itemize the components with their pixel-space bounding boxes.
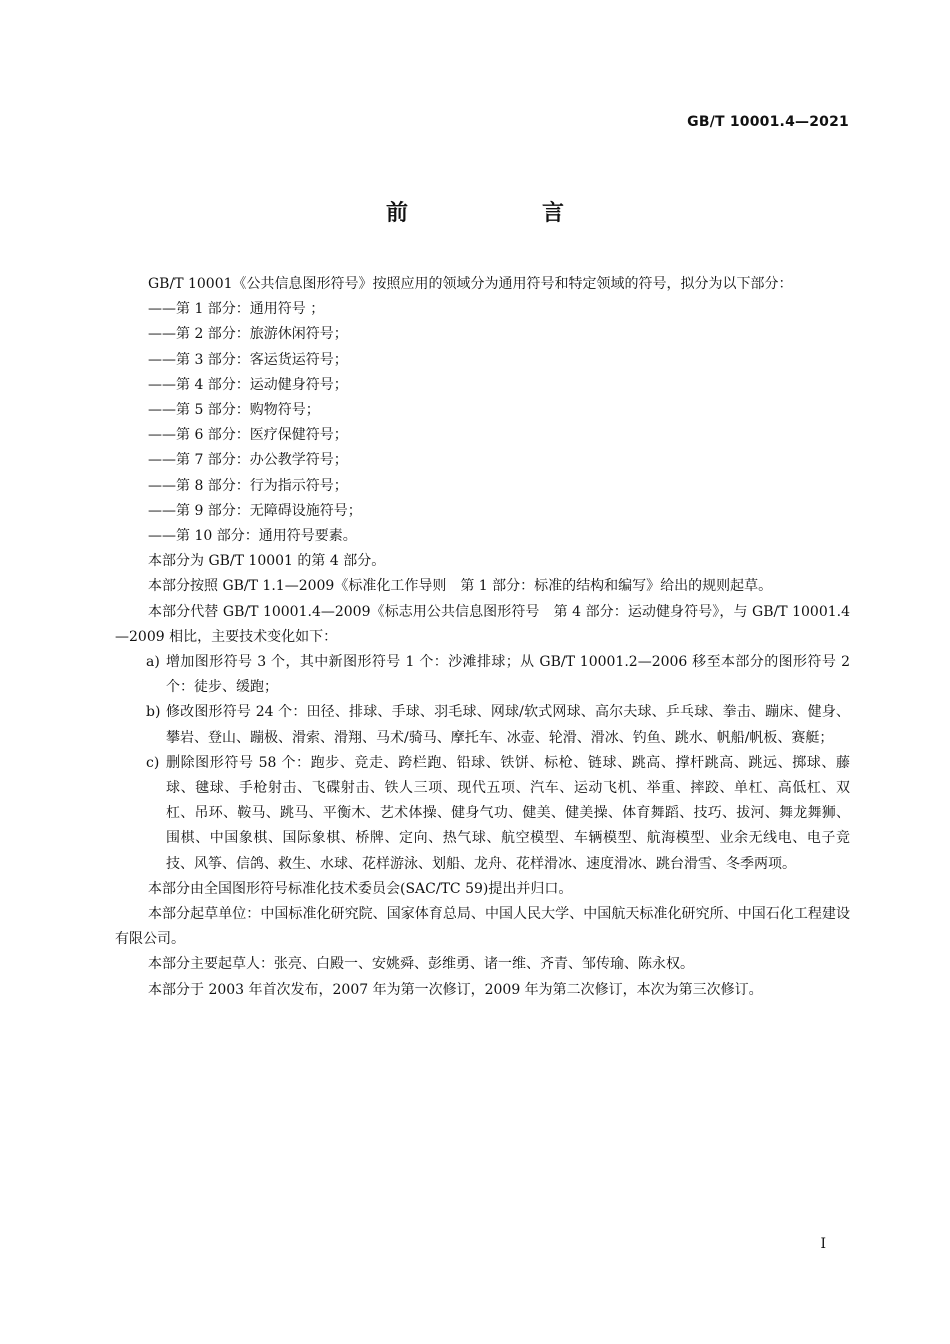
change-text: 修改图形符号 24 个：田径、排球、手球、羽毛球、网球/软式网球、高尔夫球、乒乓球、拳击、蹦床、健身、攀岩、登山、蹦极、滑索、滑翔、马术/骑马、摩托车、冰壶、轮滑、滑冰、钓鱼、跳水、帆船/帆板、赛艇； <box>166 704 850 746</box>
list-item: ——第 2 部分：旅游休闲符号； <box>148 326 348 343</box>
change-item <box>115 700 850 750</box>
page-number: Ⅰ <box>820 1236 826 1252</box>
change-text: 删除图形符号 58 个：跑步、竞走、跨栏跑、铅球、铁饼、标枪、链球、跳高、撑杆跳高、跳远、掷球、藤球、毽球、手枪射击、飞碟射击、铁人三项、现代五项、汽车、运动飞机、举重、摔跤、单杠、高低杠、双杠、吊环、鞍马、跳马、平衡木、艺术体操、健身气功、健美、健美操、体育舞蹈、技巧、拔河、舞龙舞狮、围棋、中国象棋、国际象棋、桥牌、定向、热气球、航空模型、车辆模型、航海模型、业余无线电、电子竞技、风筝、信鸽、救生、水球、花样游泳、划船、龙舟、花样滑冰、速度滑冰、跳台滑雪、冬季两项。 <box>166 754 850 872</box>
page-title: 前 言 <box>385 201 620 226</box>
replaces-paragraph: 本部分代替 GB/T 10001.4—2009《标志用公共信息图形符号 第 4 部分：运动健身符号》，与 GB/T 10001.4—2009 相比，主要技术变化如下： <box>115 603 850 645</box>
change-text: 增加图形符号 3 个，其中新图形符号 1 个：沙滩排球；从 GB/T 10001.2—2006 移至本部分的图形符号 2 个：徒步、缓跑； <box>166 654 850 696</box>
change-marker: b) <box>146 704 161 721</box>
list-item: ——第 7 部分：办公教学符号； <box>148 452 348 469</box>
list-item: ——第 8 部分：行为指示符号； <box>148 477 348 494</box>
proposed-by-paragraph: 本部分由全国图形符号标准化技术委员会(SAC/TC 59)提出并归口。 <box>148 880 573 897</box>
change-marker: c) <box>146 754 160 771</box>
document-body <box>115 272 850 1003</box>
list-item: ——第 5 部分：购物符号； <box>148 402 320 419</box>
change-item <box>115 650 850 700</box>
change-item <box>115 751 850 877</box>
list-item: ——第 10 部分：通用符号要素。 <box>148 528 357 545</box>
drafting-units-paragraph: 本部分起草单位：中国标准化研究院、国家体育总局、中国人民大学、中国航天标准化研究所、中国石化工程建设有限公司。 <box>115 906 850 948</box>
drafting-rules-paragraph: 本部分按照 GB/T 1.1—2009《标准化工作导则 第 1 部分：标准的结构和编写》给出的规则起草。 <box>148 578 773 595</box>
part-of-paragraph: 本部分为 GB/T 10001 的第 4 部分。 <box>148 553 386 570</box>
history-paragraph: 本部分于 2003 年首次发布，2007 年为第一次修订，2009 年为第二次修订，本次为第三次修订。 <box>148 981 763 998</box>
changes-list <box>115 650 850 877</box>
list-item: ——第 4 部分：运动健身符号； <box>148 376 348 393</box>
change-marker: a) <box>146 654 160 671</box>
intro-paragraph: GB/T 10001《公共信息图形符号》按照应用的领域分为通用符号和特定领域的符号，拟分为以下部分： <box>148 276 793 292</box>
parts-list <box>115 297 850 549</box>
standard-number: GB/T 10001.4—2021 <box>687 114 849 130</box>
list-item: ——第 3 部分：客运货运符号； <box>148 351 348 368</box>
list-item: ——第 1 部分：通用符号 ； <box>148 301 325 318</box>
drafters-paragraph: 本部分主要起草人：张亮、白殿一、安姚舜、彭维勇、诸一维、齐青、邹传瑜、陈永权。 <box>148 956 694 973</box>
list-item: ——第 6 部分：医疗保健符号； <box>148 427 348 444</box>
list-item: ——第 9 部分：无障碍设施符号； <box>148 502 362 519</box>
